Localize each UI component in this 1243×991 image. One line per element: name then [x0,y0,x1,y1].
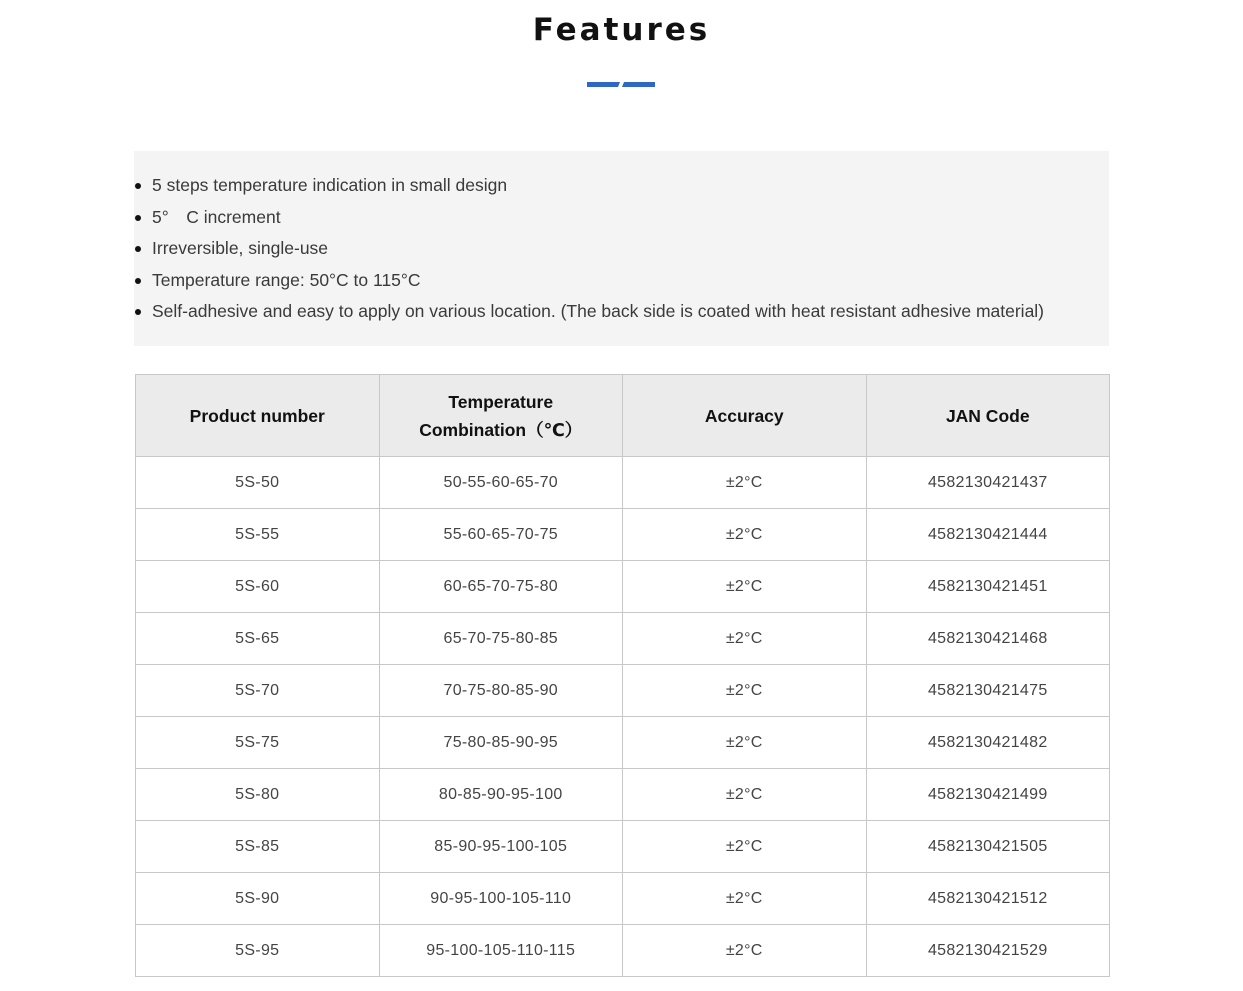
bullet-icon [135,183,141,189]
cell-jan-code: 4582130421505 [866,821,1110,873]
cell-temperature-combination: 55-60-65-70-75 [379,509,623,561]
feature-item [134,296,1044,328]
cell-accuracy: ±2°C [623,717,867,769]
table-row [136,717,1110,769]
table-header-row [136,375,1110,457]
cell-jan-code: 4582130421444 [866,509,1110,561]
table-row [136,613,1110,665]
header-temperature-combination [379,375,623,457]
feature-item [134,233,1044,265]
cell-temperature-combination: 70-75-80-85-90 [379,665,623,717]
cell-accuracy: ±2°C [623,925,867,977]
header-jan-code: JAN Code [866,375,1110,457]
cell-product-number: 5S-65 [136,613,380,665]
page-title: Features [532,12,711,48]
cell-jan-code: 4582130421482 [866,717,1110,769]
feature-item [134,170,1044,202]
cell-jan-code: 4582130421529 [866,925,1110,977]
cell-accuracy: ±2°C [623,873,867,925]
table-row [136,561,1110,613]
table-row [136,821,1110,873]
feature-text: Irreversible, single-use [152,238,329,258]
cell-accuracy: ±2°C [623,457,867,509]
cell-product-number: 5S-50 [136,457,380,509]
cell-temperature-combination: 85-90-95-100-105 [379,821,623,873]
cell-product-number: 5S-90 [136,873,380,925]
table-row [136,873,1110,925]
table-row [136,665,1110,717]
cell-temperature-combination: 75-80-85-90-95 [379,717,623,769]
product-spec-table [135,374,1110,977]
features-list [134,170,1044,328]
table-row [136,457,1110,509]
feature-text: Self-adhesive and easy to apply on various location. (The back side is coated with heat resistant adhesive material) [152,301,1045,321]
cell-product-number: 5S-95 [136,925,380,977]
cell-temperature-combination: 90-95-100-105-110 [379,873,623,925]
feature-item [134,202,1044,234]
cell-product-number: 5S-55 [136,509,380,561]
feature-text: 5° C increment [152,206,281,227]
table-row [136,769,1110,821]
cell-temperature-combination: 65-70-75-80-85 [379,613,623,665]
cell-jan-code: 4582130421499 [866,769,1110,821]
header-temperature-line2: Combination（℃） [419,419,583,440]
cell-product-number: 5S-85 [136,821,380,873]
cell-product-number: 5S-80 [136,769,380,821]
cell-product-number: 5S-70 [136,665,380,717]
cell-jan-code: 4582130421512 [866,873,1110,925]
features-panel [134,151,1109,346]
cell-jan-code: 4582130421451 [866,561,1110,613]
cell-accuracy: ±2°C [623,769,867,821]
cell-accuracy: ±2°C [623,613,867,665]
header-accuracy: Accuracy [623,375,867,457]
bullet-icon [135,215,141,221]
header-temperature-line1: Temperature [448,391,554,412]
cell-accuracy: ±2°C [623,665,867,717]
table-row [136,509,1110,561]
cell-temperature-combination: 60-65-70-75-80 [379,561,623,613]
cell-temperature-combination: 80-85-90-95-100 [379,769,623,821]
cell-temperature-combination: 95-100-105-110-115 [379,925,623,977]
cell-jan-code: 4582130421468 [866,613,1110,665]
header-product-number: Product number [136,375,380,457]
cell-jan-code: 4582130421437 [866,457,1110,509]
feature-item [134,265,1044,297]
cell-accuracy: ±2°C [623,821,867,873]
bullet-icon [135,246,141,252]
table-row [136,925,1110,977]
feature-text: Temperature range: 50°C to 115°C [152,269,421,290]
bullet-icon [135,309,141,315]
cell-accuracy: ±2°C [623,561,867,613]
bullet-icon [135,278,141,284]
cell-accuracy: ±2°C [623,509,867,561]
cell-jan-code: 4582130421475 [866,665,1110,717]
title-underline-decoration [587,81,655,88]
cell-product-number: 5S-60 [136,561,380,613]
cell-product-number: 5S-75 [136,717,380,769]
cell-temperature-combination: 50-55-60-65-70 [379,457,623,509]
feature-text: 5 steps temperature indication in small design [152,175,508,195]
